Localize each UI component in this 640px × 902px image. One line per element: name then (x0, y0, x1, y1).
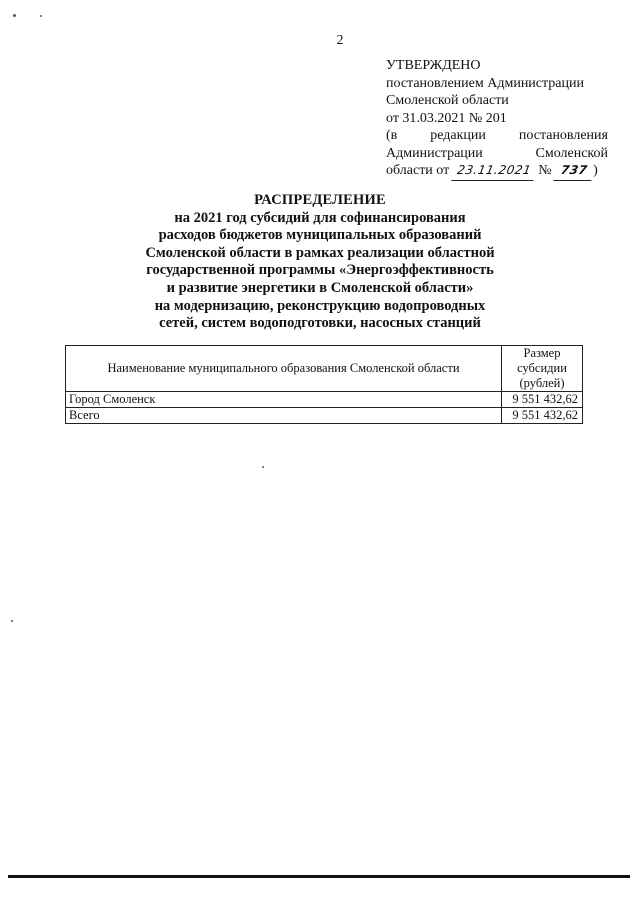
handwritten-date: 23.11.2021 (451, 162, 536, 181)
document-title (120, 192, 520, 333)
approval-date-line: от 31.03.2021 № 201 (386, 110, 507, 126)
scan-speck (11, 620, 13, 622)
total-label: Всего (66, 408, 502, 424)
closing-paren: ) (593, 163, 598, 178)
title-line-1: на 2021 год субсидий для софинансирования (174, 209, 466, 226)
amendment-prefix: области от (386, 163, 450, 178)
table-header-row (66, 346, 583, 392)
approval-amendment-line (386, 162, 608, 181)
handwritten-number: 737 (553, 162, 594, 181)
number-sign: № (538, 163, 552, 178)
approval-amendment-text: (в редакции постановления Администрации Смоленской (386, 128, 608, 161)
page-number: 2 (336, 33, 344, 48)
title-line-4: государственной программы «Энергоэффективность (146, 262, 494, 279)
scan-speck (262, 466, 264, 468)
title-heading: РАСПРЕДЕЛЕНИЕ (254, 192, 386, 208)
bottom-rule (8, 875, 630, 878)
title-line-3: Смоленской области в рамках реализации областной (145, 244, 495, 261)
approval-decree-line: постановлением Администрации (386, 75, 584, 91)
approval-heading: УТВЕРЖДЕНО (386, 58, 481, 73)
approval-region-line: Смоленской области (386, 93, 509, 108)
row-name: Город Смоленск (66, 392, 502, 408)
row-amount: 9 551 432,62 (502, 392, 583, 408)
title-line-5: и развитие энергетики в Смоленской области» (166, 279, 474, 296)
approval-block (386, 57, 608, 181)
table-row (66, 392, 583, 408)
title-line-7: сетей, систем водоподготовки, насосных станций (159, 315, 481, 332)
distribution-table (65, 345, 583, 424)
total-amount: 9 551 432,62 (502, 408, 583, 424)
table-row-total (66, 408, 583, 424)
title-line-6: на модернизацию, реконструкцию водопроводных (154, 297, 486, 314)
header-amount: Размер субсидии (рублей) (502, 346, 583, 392)
scan-speck (13, 14, 16, 17)
title-line-2: расходов бюджетов муниципальных образований (158, 227, 482, 244)
scan-speck (40, 15, 42, 17)
header-name: Наименование муниципального образования Смоленской области (66, 346, 502, 392)
